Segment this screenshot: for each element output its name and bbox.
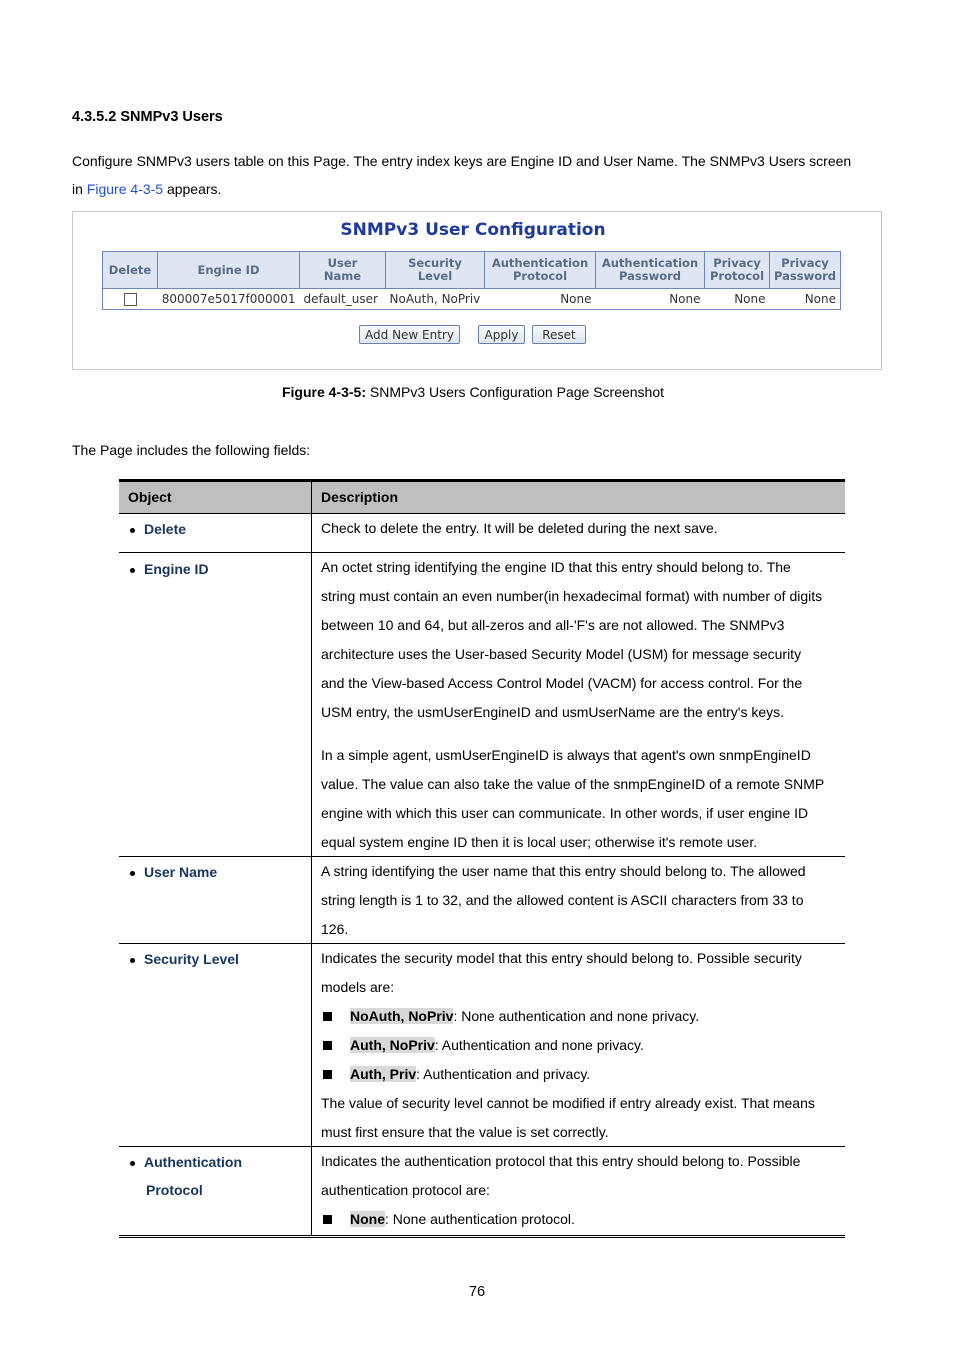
desc-line: engine with which this user can communicate. In other words, if user engine ID (321, 805, 809, 821)
desc-line: The value of security level cannot be modified if entry already exist. That means (321, 1095, 815, 1111)
object-name: Authentication (144, 1154, 242, 1170)
intro-suffix: appears. (163, 181, 222, 197)
desc-line: authentication protocol are: (321, 1182, 490, 1198)
object-name: Delete (144, 521, 187, 537)
term-desc: : Authentication and privacy. (416, 1066, 591, 1082)
col-auth-protocol: Authentication Protocol (485, 252, 596, 289)
object-auth-protocol (119, 1147, 312, 1235)
square-bullet-icon (323, 1012, 332, 1021)
term: NoAuth, NoPriv (350, 1008, 454, 1024)
page-number: 76 (468, 1284, 486, 1300)
figure-link[interactable]: Figure 4-3-5 (86, 181, 164, 197)
desc-line: string length is 1 to 32, and the allowed content is ASCII characters from 33 to (321, 892, 804, 908)
desc-line: between 10 and 64, but all-zeros and all-'F's are not allowed. The SNMPv3 (321, 617, 785, 633)
header-object: Object (119, 482, 312, 513)
term-desc: : None authentication protocol. (385, 1211, 575, 1227)
square-bullet-icon (323, 1215, 332, 1224)
list-item (321, 1031, 839, 1060)
desc-user-name (312, 857, 845, 943)
desc-line: 126. (321, 921, 349, 937)
desc-line: In a simple agent, usmUserEngineID is always that agent's own snmpEngineID (321, 747, 811, 763)
delete-cell (103, 289, 158, 310)
col-user-name: User Name (300, 252, 386, 289)
desc-line: must first ensure that the value is set correctly. (321, 1124, 609, 1140)
fields-table-header (119, 482, 845, 514)
square-bullet-icon (323, 1070, 332, 1079)
caption-text: SNMPv3 Users Configuration Page Screenshot (365, 384, 665, 400)
col-auth-password: Authentication Password (596, 252, 705, 289)
apply-button[interactable]: Apply (478, 325, 525, 344)
desc-security-level (312, 944, 845, 1146)
delete-checkbox[interactable] (124, 293, 137, 306)
caption-label: Figure 4-3-5: (281, 384, 366, 400)
list-item (321, 1002, 839, 1031)
add-new-entry-button[interactable]: Add New Entry (359, 325, 460, 344)
col-engine-id: Engine ID (158, 252, 300, 289)
fields-intro: The Page includes the following fields: (72, 442, 311, 458)
table-row (119, 514, 845, 553)
object-name: User Name (144, 864, 218, 880)
desc-line: Check to delete the entry. It will be deleted during the next save. (321, 520, 718, 536)
object-name: Security Level (144, 951, 239, 967)
desc-line: USM entry, the usmUserEngineID and usmUserName are the entry's keys. (321, 704, 785, 720)
desc-line: models are: (321, 979, 395, 995)
desc-line: An octet string identifying the engine ID that this entry should belong to. The (321, 559, 791, 575)
desc-line: Indicates the authentication protocol that this entry should belong to. Possible (321, 1153, 801, 1169)
bullet-icon (130, 871, 135, 876)
object-name-cont: Protocol (146, 1182, 203, 1198)
snmpv3-user-table (102, 251, 841, 310)
table-row (119, 944, 845, 1147)
privacy-password-cell: None (770, 289, 841, 310)
intro-line-2 (72, 181, 221, 197)
desc-line: equal system engine ID then it is local user; otherwise it's remote user. (321, 834, 758, 850)
bullet-icon (130, 528, 135, 533)
desc-line: A string identifying the user name that this entry should belong to. The allowed (321, 863, 806, 879)
term: Auth, Priv (350, 1066, 417, 1082)
object-engine-id (119, 553, 312, 856)
list-item (321, 1205, 839, 1234)
intro-prefix: in (72, 181, 87, 197)
term: Auth, NoPriv (350, 1037, 435, 1053)
desc-line: string must contain an even number(in hexadecimal format) with number of digits (321, 588, 823, 604)
desc-line: and the View-based Access Control Model (VACM) for access control. For the (321, 675, 803, 691)
engine-id-cell: 800007e5017f000001 (158, 289, 300, 310)
figure-title: SNMPv3 User Configuration (340, 220, 606, 240)
list-item (321, 1060, 839, 1089)
desc-delete (312, 514, 845, 552)
section-heading: 4.3.5.2 SNMPv3 Users (72, 109, 223, 125)
privacy-protocol-cell: None (705, 289, 770, 310)
intro-line-1: Configure SNMPv3 users table on this Page. The entry index keys are Engine ID and User Name. The SNMPv3 Users screen (72, 153, 852, 169)
object-delete (119, 514, 312, 552)
col-privacy-protocol: Privacy Protocol (705, 252, 770, 289)
desc-engine-id (312, 553, 845, 856)
fields-table (119, 479, 845, 1238)
object-name: Engine ID (144, 561, 209, 577)
term: None (350, 1211, 385, 1227)
table-row (103, 289, 841, 310)
col-security-level: Security Level (386, 252, 485, 289)
header-description: Description (321, 489, 399, 505)
col-privacy-password: Privacy Password (770, 252, 841, 289)
auth-protocol-cell: None (485, 289, 596, 310)
table-row (119, 1147, 845, 1238)
desc-line: Indicates the security model that this entry should belong to. Possible security (321, 950, 802, 966)
figure-caption (0, 384, 946, 400)
term-desc: : None authentication and none privacy. (453, 1008, 700, 1024)
reset-button[interactable]: Reset (532, 325, 586, 344)
table-header-row (103, 252, 841, 289)
bullet-icon (130, 568, 135, 573)
bullet-icon (130, 1161, 135, 1166)
desc-line: architecture uses the User-based Security Model (USM) for message security (321, 646, 802, 662)
object-user-name (119, 857, 312, 943)
table-row (119, 553, 845, 857)
object-security-level (119, 944, 312, 1146)
table-row (119, 857, 845, 944)
col-delete: Delete (103, 252, 158, 289)
security-level-cell: NoAuth, NoPriv (386, 289, 485, 310)
term-desc: : Authentication and none privacy. (434, 1037, 644, 1053)
square-bullet-icon (323, 1041, 332, 1050)
desc-line: value. The value can also take the value of the snmpEngineID of a remote SNMP (321, 776, 825, 792)
user-name-cell: default_user (300, 289, 386, 310)
auth-password-cell: None (596, 289, 705, 310)
bullet-icon (130, 958, 135, 963)
desc-auth-protocol (312, 1147, 845, 1235)
